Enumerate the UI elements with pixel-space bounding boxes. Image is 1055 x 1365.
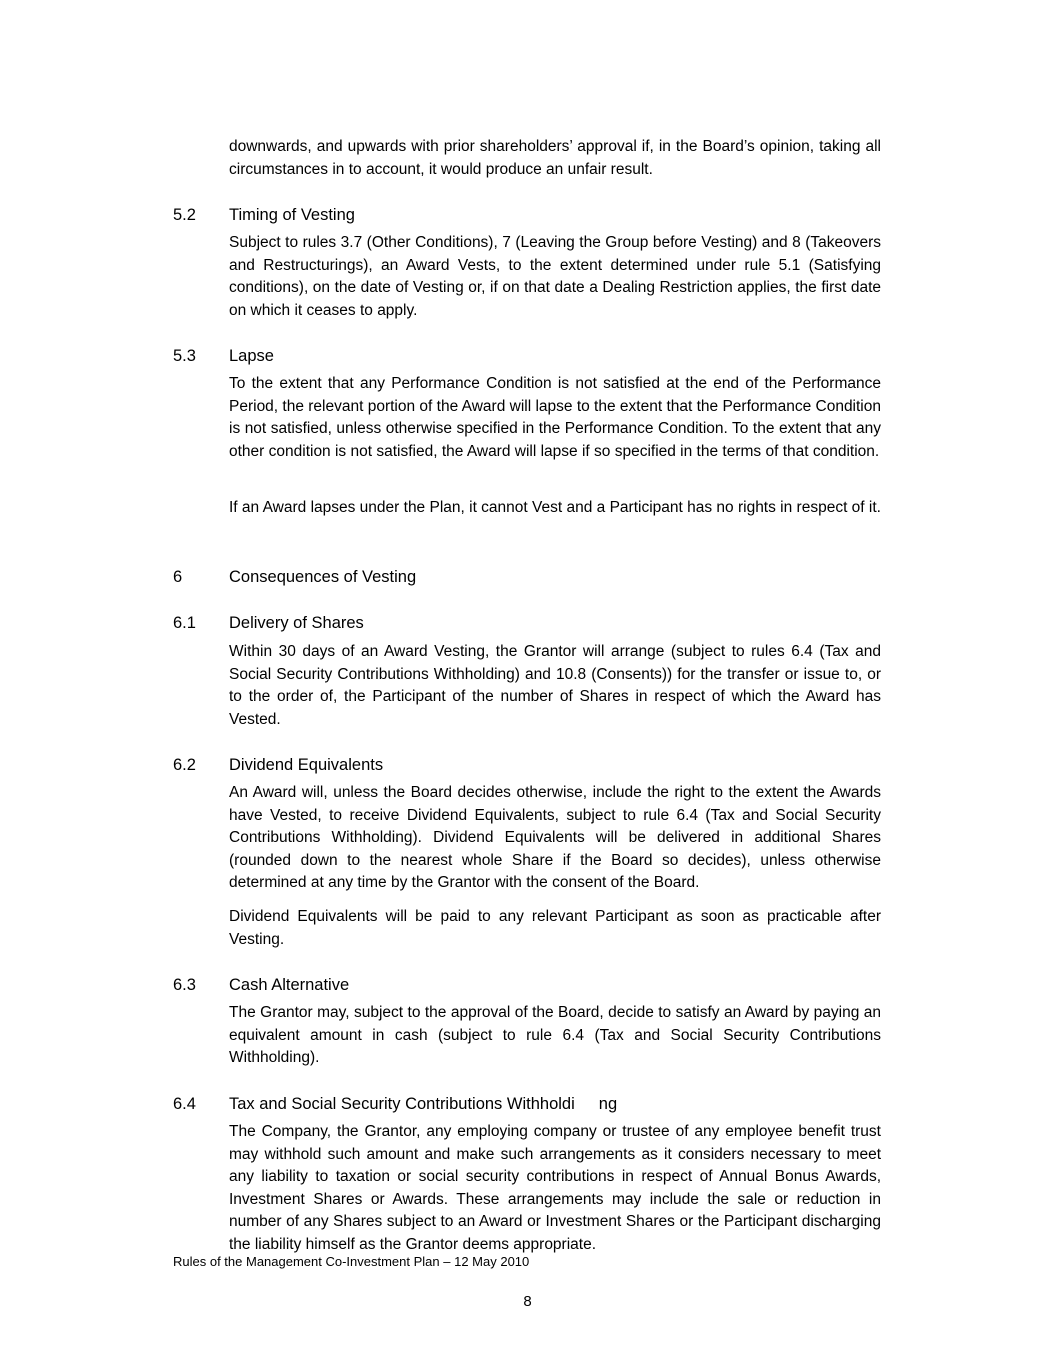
section-5-2-number: 5.2	[173, 206, 196, 224]
section-5-2-body: Subject to rules 3.7 (Other Conditions), 7 (Leaving the Group before Vesting) and 8 (Takeovers and Restructurings), an Award Vests, to the extent determined under rule 5.1 (Satisfying conditions), on the date of Vesting or, if on that date a Dealing Restriction applies, the first date on which it ceases to apply.	[229, 234, 881, 319]
section-6-1-body: Within 30 days of an Award Vesting, the Grantor will arrange (subject to rules 6.4 (Tax and Social Security Contributions Withholding) and 10.8 (Consents)) for the transfer or issue to, or to the order of, the Participant of the number of Shares in respect of which the Award has Vested.	[229, 643, 881, 728]
footer-document-title: Rules of the Management Co-Investment Plan – 12 May 2010	[173, 1254, 530, 1269]
section-6-3-number: 6.3	[173, 976, 196, 994]
section-6-1-title: Delivery of Shares	[229, 614, 364, 632]
section-6-3-body: The Grantor may, subject to the approval of the Board, decide to satisfy an Award by paying an equivalent amount in cash (subject to rule 6.4 (Tax and Social Security Contributions Withholding).	[229, 1004, 881, 1066]
section-6-title: Consequences of Vesting	[229, 568, 417, 586]
page-number: 8	[523, 1293, 532, 1310]
section-6-2-body-2: Dividend Equivalents will be paid to any relevant Participant as soon as practicable after Vesting.	[229, 908, 881, 948]
section-6-4-number: 6.4	[173, 1095, 196, 1113]
section-5-3-number: 5.3	[173, 347, 196, 365]
section-6-2-number: 6.2	[173, 756, 196, 774]
section-6-2-body-1: An Award will, unless the Board decides otherwise, include the right to the extent the Awards have Vested, to receive Dividend Equivalents, subject to rule 6.4 (Tax and Social Security Contributions Withholding). Dividend Equivalents will be delivered in additional Shares (rounded down to the nearest whole Share if the Board so decides), unless otherwise determined at any time by the Grantor with the consent of the Board.	[229, 784, 881, 891]
section-6-4-title-part-1: Tax and Social Security Contributions Withholdi	[229, 1095, 575, 1113]
section-6-4-body: The Company, the Grantor, any employing company or trustee of any employee benefit trust may withhold such amount and make such arrangements as it considers necessary to meet any liability to taxation or social security contributions in respect of Annual Bonus Awards, Investment Shares or Awards. These arrangements may include the sale or reduction in number of any Shares subject to an Award or Investment Shares or the Participant discharging the liability himself as the Grantor deems appropriate.	[229, 1123, 881, 1253]
section-6-1-number: 6.1	[173, 614, 196, 632]
section-5-2-title: Timing of Vesting	[229, 206, 355, 224]
section-5-3-title: Lapse	[229, 347, 274, 365]
section-5-3-body-2: If an Award lapses under the Plan, it cannot Vest and a Participant has no rights in respect of it.	[229, 499, 881, 516]
section-6-4-title	[229, 1093, 617, 1115]
section-6-3-title: Cash Alternative	[229, 976, 350, 994]
section-6-number: 6	[173, 568, 183, 586]
section-6-2-title: Dividend Equivalents	[229, 756, 384, 774]
section-6-4-title-part-2: ng	[598, 1095, 618, 1113]
section-5-3-body-1: To the extent that any Performance Condition is not satisfied at the end of the Performance Period, the relevant portion of the Award will lapse to the extent that the Performance Condition is not satisfied, unless otherwise specified in the Performance Condition. To the extent that any other condition is not satisfied, the Award will lapse if so specified in the terms of that condition.	[229, 375, 881, 460]
intro-paragraph: downwards, and upwards with prior shareholders’ approval if, in the Board’s opinion, taking all circumstances in to account, it would produce an unfair result.	[229, 138, 881, 178]
